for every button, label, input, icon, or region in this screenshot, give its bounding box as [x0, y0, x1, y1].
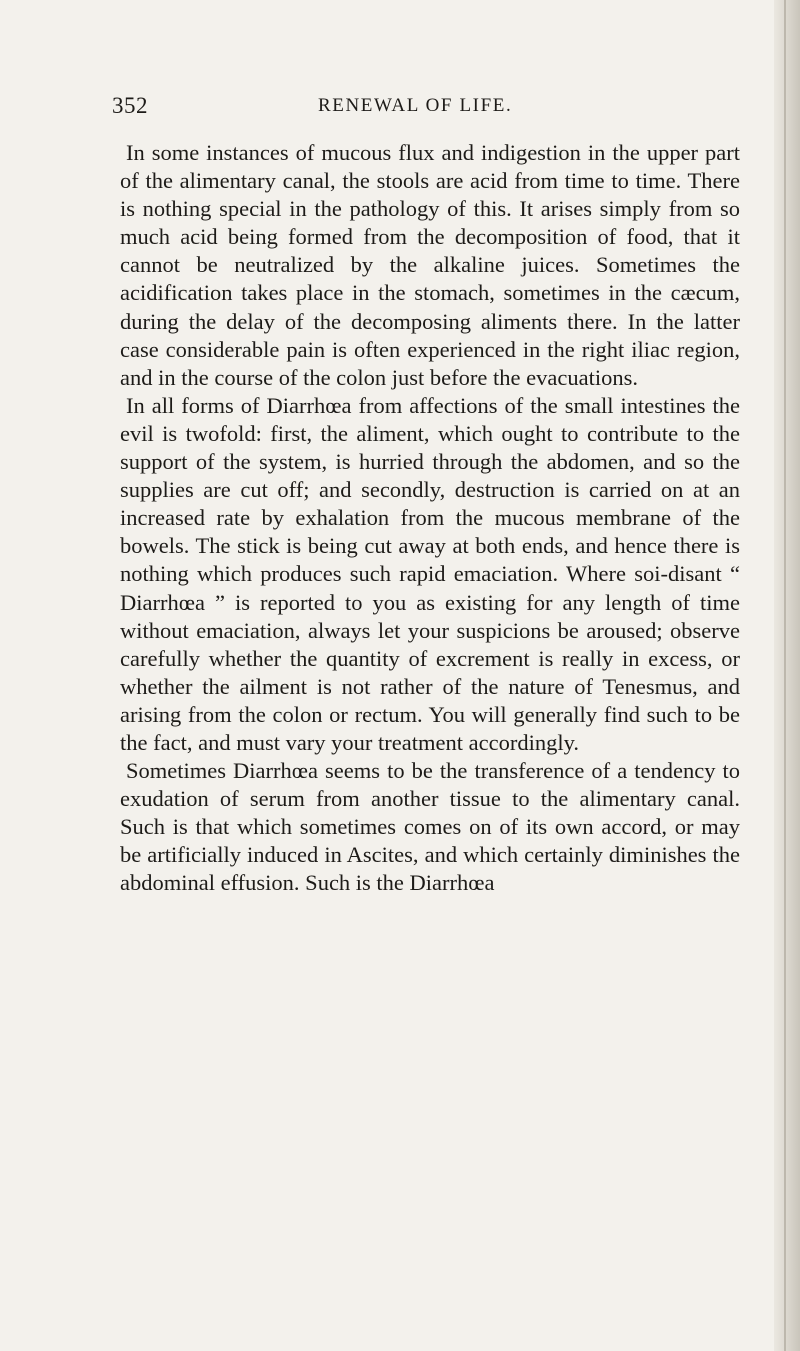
paragraph-acid-stools: In some instances of mucous flux and indigestion in the upper part of the alimentary canal, the stools are acid from time to time. There is nothing special in the pathology of this. It arises simply from so much acid being formed from the decomposition of food, that it cannot be neutralized by the alkaline juices. Sometimes the acidification takes place in the stomach, sometimes in the cæcum, during the delay of the decomposing aliments there. In the latter case considerable pain is often experienced in the right iliac region, and in the course of the colon just before the evacuations.	[120, 140, 740, 390]
page-edge-line	[784, 0, 786, 1351]
paragraph-diarrhoea-forms: In all forms of Diarrhœa from affections of the small intestines the evil is twofold: first, the aliment, which ought to contribute to the support of the system, is hurried through the abdomen, and so the supplies are cut off; and secondly, destruction is carried on at an increased rate by exhalation from the mucous membrane of the bowels. The stick is being cut away at both ends, and hence there is nothing which produces such rapid emaciation. Where soi-disant “ Diarrhœa ” is reported to you as existing for any length of time without emaciation, always let your suspicions be aroused; observe carefully whether the quantity of excrement is really in excess, or whether the ailment is not rather of the nature of Tenesmus, and arising from the colon or rectum. You will generally find such to be the fact, and must vary your treatment accordingly.	[120, 392, 740, 755]
body-text	[120, 139, 740, 898]
page-header	[0, 93, 780, 123]
paragraph-diarrhoea-transference: Sometimes Diarrhœa seems to be the transference of a tendency to exudation of serum from another tissue to the alimentary canal. Such is that which sometimes comes on of its own accord, or may be artificially induced in Ascites, and which certainly diminishes the abdominal effusion. Such is the Diarrhœa	[120, 758, 740, 896]
page-number: 352	[112, 93, 148, 118]
page-edge-shadow	[774, 0, 800, 1351]
running-title: RENEWAL OF LIFE.	[318, 95, 513, 116]
